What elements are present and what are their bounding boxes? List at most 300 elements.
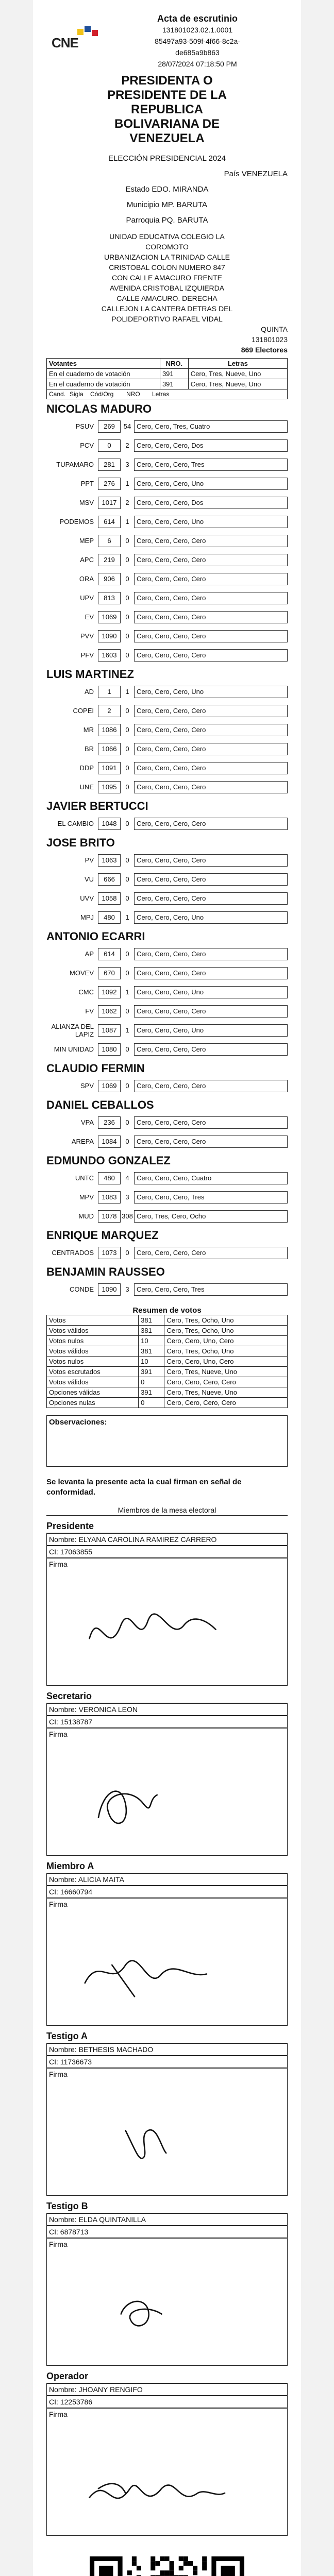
vote-count: 0: [125, 1082, 129, 1090]
vote-count: 0: [125, 556, 129, 564]
vote-count: 0: [125, 745, 129, 753]
member-role: Secretario: [46, 1691, 288, 1703]
vote-row: [46, 1132, 288, 1151]
party-code: 1090: [98, 630, 121, 642]
party-sigla: MEP: [79, 537, 94, 545]
party-sigla: BR: [84, 745, 94, 753]
party-code: 1603: [98, 649, 121, 662]
vote-count: 0: [125, 764, 129, 772]
address-line: CALLE AMACURO. DERECHA: [116, 294, 218, 302]
vote-row: [46, 1040, 288, 1059]
vote-row: [46, 1002, 288, 1021]
resumen-letras: Cero, Cero, Uno, Cero: [164, 1357, 288, 1367]
resumen-label: Opciones nulas: [47, 1398, 139, 1408]
member-role: Testigo B: [46, 2201, 288, 2213]
member-block: [46, 1521, 288, 1686]
vote-count: 0: [125, 651, 129, 659]
resumen-label: Votos nulos: [47, 1336, 139, 1346]
party-code: 1083: [98, 1191, 121, 1204]
resumen-nro: 10: [139, 1357, 164, 1367]
votantes-nro: 391: [160, 369, 188, 379]
vote-words: Cero, Cero, Cero, Uno: [134, 478, 288, 490]
vote-row: [46, 417, 288, 436]
firma-label: Firma: [49, 2070, 68, 2078]
party-code: 1078: [98, 1210, 121, 1223]
resumen-nro: 10: [139, 1336, 164, 1346]
vote-row: [46, 982, 288, 1002]
party-sigla: ORA: [79, 575, 94, 583]
member-nombre: Nombre: JHOANY RENGIFO: [46, 2383, 288, 2396]
vote-count: 3: [125, 461, 129, 468]
main-title-line: PRESIDENTE DE LA: [107, 88, 227, 102]
firma-label: Firma: [49, 1900, 68, 1908]
party-code: 1073: [98, 1247, 121, 1259]
vote-row: [46, 682, 288, 701]
party-sigla: AD: [84, 688, 94, 696]
party-sigla: AP: [85, 950, 94, 958]
party-code: 1090: [98, 1283, 121, 1296]
resumen-row: [47, 1367, 288, 1377]
acta-title: Acta de escrutinio: [157, 13, 238, 24]
vote-row: [46, 569, 288, 588]
votantes-nro: 391: [160, 379, 188, 389]
resumen-label: Votos nulos: [47, 1357, 139, 1367]
party-sigla: MR: [83, 726, 94, 734]
member-block: [46, 1861, 288, 2026]
vote-row: [46, 720, 288, 739]
vote-count: 0: [125, 894, 129, 902]
vote-row: [46, 739, 288, 758]
candidate-name: DANIEL CEBALLOS: [46, 1098, 154, 1111]
acta-timestamp: 28/07/2024 07:18:50 PM: [158, 60, 237, 68]
vote-row: [46, 758, 288, 777]
observaciones-title: Observaciones:: [49, 1418, 107, 1427]
vote-words: Cero, Cero, Cero, Cero: [134, 1005, 288, 1018]
party-code: 1080: [98, 1043, 121, 1056]
vote-words: Cero, Cero, Cero, Dos: [134, 439, 288, 452]
address-line: URBANIZACION LA TRINIDAD CALLE: [104, 253, 230, 261]
member-ci: CI: 16660794: [46, 1886, 288, 1898]
candidates-list: [46, 402, 288, 1299]
resumen-row: [47, 1357, 288, 1367]
party-sigla: VPA: [80, 1118, 94, 1126]
party-code: 614: [98, 516, 121, 528]
vote-row: [46, 870, 288, 889]
member-role: Miembro A: [46, 1861, 288, 1873]
vote-count: 1: [125, 518, 129, 526]
member-nombre: Nombre: VERONICA LEON: [46, 1703, 288, 1716]
party-code: 236: [98, 1116, 121, 1129]
members-list: [46, 1521, 288, 2536]
vote-words: Cero, Cero, Cero, Cero: [134, 762, 288, 774]
member-nombre: Nombre: ELDA QUINTANILLA: [46, 2213, 288, 2226]
votantes-table: [46, 358, 288, 389]
party-sigla: ALIANZA DEL LAPIZ: [51, 1022, 94, 1038]
member-ci: CI: 11736673: [46, 2056, 288, 2068]
resumen-row: [47, 1315, 288, 1326]
vote-words: Cero, Cero, Cero, Cero: [134, 743, 288, 755]
member-block: [46, 1691, 288, 1856]
party-code: 1095: [98, 781, 121, 793]
party-sigla: VU: [84, 875, 94, 883]
resumen-label: Votos: [47, 1315, 139, 1326]
address-line: POLIDEPORTIVO RAFAEL VIDAL: [111, 315, 223, 323]
resumen-label: Votos escrutados: [47, 1367, 139, 1377]
unidad-name: UNIDAD EDUCATIVA COLEGIO LA: [109, 232, 225, 241]
party-code: 906: [98, 573, 121, 585]
main-title-line: PRESIDENTA O: [121, 74, 213, 88]
candidate-name: EDMUNDO GONZALEZ: [46, 1154, 171, 1167]
vote-words: Cero, Cero, Cero, Cero: [134, 873, 288, 886]
vote-words: Cero, Cero, Cero, Uno: [134, 1024, 288, 1037]
acta-paper: [33, 0, 301, 2576]
member-ci: CI: 12253786: [46, 2396, 288, 2408]
qr-wrap: [46, 2556, 288, 2576]
party-code: 276: [98, 478, 121, 490]
vote-words: Cero, Cero, Cero, Cero: [134, 1043, 288, 1056]
vote-count: 0: [125, 856, 129, 864]
vote-row: [46, 963, 288, 982]
party-code: 1091: [98, 762, 121, 774]
vote-row: [46, 1113, 288, 1132]
resumen-nro: 391: [139, 1367, 164, 1377]
party-code: 6: [98, 535, 121, 547]
vote-words: Cero, Cero, Cero, Tres: [134, 1191, 288, 1204]
vote-words: Cero, Cero, Cero, Cero: [134, 1247, 288, 1259]
votantes-letras: Cero, Tres, Nueve, Uno: [188, 369, 287, 379]
vote-row: [46, 851, 288, 870]
party-code: 614: [98, 948, 121, 960]
vote-words: Cero, Cero, Cero, Cero: [134, 854, 288, 867]
signature-box: [46, 1728, 288, 1856]
party-sigla: CENTRADOS: [52, 1249, 94, 1257]
vote-count: 0: [125, 969, 129, 977]
resumen-row: [47, 1326, 288, 1336]
candidate-name: ENRIQUE MARQUEZ: [46, 1229, 159, 1242]
estado: Estado EDO. MIRANDA: [125, 185, 209, 194]
main-title-line: BOLIVARIANA DE: [114, 117, 220, 131]
vote-count: 4: [125, 1174, 129, 1182]
vote-count: 1: [125, 913, 129, 921]
vote-words: Cero, Cero, Cero, Cero: [134, 573, 288, 585]
firma-label: Firma: [49, 1560, 68, 1568]
vote-row: [46, 814, 288, 833]
party-code: 2: [98, 705, 121, 717]
party-sigla: FV: [85, 1007, 94, 1015]
vote-count: 0: [125, 575, 129, 583]
vote-row: [46, 944, 288, 963]
party-code: 1063: [98, 854, 121, 867]
parroquia: Parroquia PQ. BARUTA: [126, 216, 208, 225]
logo-square-yellow: [77, 29, 84, 35]
party-sigla: PCV: [80, 442, 94, 449]
resumen-nro: 381: [139, 1346, 164, 1357]
vote-count: 1: [125, 688, 129, 696]
vote-count: 308: [122, 1212, 133, 1220]
vote-words: Cero, Cero, Cero, Cero: [134, 535, 288, 547]
vote-count: 0: [125, 1045, 129, 1053]
party-sigla: MOVEV: [70, 969, 94, 977]
resumen-label: Opciones válidas: [47, 1387, 139, 1398]
handwritten-signature: [57, 1571, 284, 1679]
votantes-label: En el cuaderno de votación: [47, 379, 160, 389]
handwritten-signature: [57, 1911, 284, 2019]
signature-box: [46, 2238, 288, 2366]
vote-row: [46, 1021, 288, 1040]
vote-row: [46, 908, 288, 927]
resumen-letras: Cero, Cero, Cero, Cero: [164, 1398, 288, 1408]
location-block: [46, 151, 288, 228]
candidate-name: ANTONIO ECARRI: [46, 930, 145, 943]
election-name: ELECCIÓN PRESIDENCIAL 2024: [108, 154, 226, 163]
main-title: [46, 74, 288, 146]
vote-count: 3: [125, 1193, 129, 1201]
acta-hash-2: de685a9b863: [175, 48, 220, 57]
party-code: 1087: [98, 1024, 121, 1037]
party-sigla: UVV: [80, 894, 94, 902]
party-sigla: EL CAMBIO: [57, 820, 94, 827]
party-sigla: DDP: [79, 764, 94, 772]
vote-row: [46, 493, 288, 512]
party-code: 1069: [98, 611, 121, 623]
vote-words: Cero, Cero, Cero, Uno: [134, 986, 288, 998]
resumen-table: [46, 1315, 288, 1408]
vote-count: 0: [125, 1138, 129, 1145]
candidate-name: LUIS MARTINEZ: [46, 668, 134, 681]
resumen-label: Votos válidos: [47, 1326, 139, 1336]
member-role: Operador: [46, 2371, 288, 2383]
vote-row: [46, 1243, 288, 1262]
party-code: 1048: [98, 818, 121, 830]
handwritten-signature: [57, 1741, 284, 1849]
party-sigla: MUD: [78, 1212, 94, 1220]
party-sigla: EV: [85, 613, 94, 621]
party-code: 1017: [98, 497, 121, 509]
party-code: 1086: [98, 724, 121, 736]
vote-count: 2: [125, 442, 129, 449]
resumen-letras: Cero, Tres, Nueve, Uno: [164, 1367, 288, 1377]
party-sigla: MSV: [79, 499, 94, 506]
vote-row: [46, 436, 288, 455]
vote-words: Cero, Cero, Cero, Cero: [134, 1116, 288, 1129]
sub-letras: Letras: [152, 391, 170, 398]
signature-box: [46, 1558, 288, 1686]
resumen-nro: 381: [139, 1326, 164, 1336]
vote-words: Cero, Cero, Cero, Uno: [134, 516, 288, 528]
main-title-line: REPUBLICA: [130, 103, 203, 116]
vote-words: Cero, Cero, Cero, Cero: [134, 1136, 288, 1148]
vote-words: Cero, Cero, Cero, Cero: [134, 649, 288, 662]
party-sigla: CONDE: [70, 1285, 94, 1293]
party-code: 813: [98, 592, 121, 604]
candidate-name: BENJAMIN RAUSSEO: [46, 1265, 165, 1278]
sub-sigla: Sigla: [70, 391, 84, 398]
candidate-name: JOSE BRITO: [46, 836, 115, 849]
member-block: [46, 2371, 288, 2536]
vote-row: [46, 1076, 288, 1095]
resumen-row: [47, 1398, 288, 1408]
vote-words: Cero, Cero, Cero, Tres: [134, 459, 288, 471]
address-line: AVENIDA CRISTOBAL IZQUIERDA: [109, 284, 225, 292]
vote-row: [46, 701, 288, 720]
candidate-name: JAVIER BERTUCCI: [46, 800, 148, 812]
resumen-nro: 381: [139, 1315, 164, 1326]
municipio: Municipio MP. BARUTA: [126, 200, 208, 209]
member-block: [46, 2201, 288, 2366]
address-line: QUINTA: [261, 325, 288, 333]
vote-count: 1: [125, 988, 129, 996]
conformidad-text: Se levanta la presente acta la cual firman en señal de conformidad.: [46, 1478, 242, 1497]
resumen-letras: Cero, Tres, Ocho, Uno: [164, 1315, 288, 1326]
vote-count: 3: [125, 1285, 129, 1293]
resumen-label: Votos válidos: [47, 1377, 139, 1387]
vote-words: Cero, Cero, Tres, Cuatro: [134, 420, 288, 433]
party-code: 1: [98, 686, 121, 698]
handwritten-signature: [57, 2251, 284, 2359]
vote-count: 0: [125, 613, 129, 621]
vote-words: Cero, Cero, Cero, Tres: [134, 1283, 288, 1296]
party-sigla: UNE: [79, 783, 94, 791]
acta-hash-1: 85497a93-509f-4f66-8c2a-: [155, 37, 240, 45]
vote-row: [46, 474, 288, 493]
party-code: 281: [98, 459, 121, 471]
vote-row: [46, 531, 288, 550]
party-sigla: CMC: [78, 988, 94, 996]
party-sigla: PPT: [80, 480, 94, 487]
vote-count: 0: [125, 1249, 129, 1257]
member-ci: CI: 6878713: [46, 2226, 288, 2238]
party-sigla: UPV: [80, 594, 94, 602]
resumen-letras: Cero, Tres, Nueve, Uno: [164, 1387, 288, 1398]
observaciones-box: [46, 1415, 288, 1467]
vote-words: Cero, Cero, Cero, Cero: [134, 724, 288, 736]
vote-count: 0: [125, 632, 129, 640]
party-sigla: PV: [85, 856, 94, 864]
firma-label: Firma: [49, 2410, 68, 2418]
party-sigla: APC: [80, 556, 94, 564]
party-code: 1066: [98, 743, 121, 755]
member-role: Presidente: [46, 1521, 288, 1533]
vote-words: Cero, Cero, Cero, Uno: [134, 911, 288, 924]
party-code: 1069: [98, 1080, 121, 1092]
vote-words: Cero, Tres, Cero, Ocho: [134, 1210, 288, 1223]
signature-box: [46, 2408, 288, 2536]
logo-text: CNE: [52, 35, 78, 50]
vote-words: Cero, Cero, Cero, Cuatro: [134, 1172, 288, 1184]
candidate-name: CLAUDIO FERMIN: [46, 1062, 145, 1075]
vote-count: 2: [125, 499, 129, 506]
resumen-label: Votos válidos: [47, 1346, 139, 1357]
resumen-row: [47, 1377, 288, 1387]
electores: 869 Electores: [241, 346, 288, 354]
vote-row: [46, 1280, 288, 1299]
qr-code: [90, 2556, 244, 2576]
vote-words: Cero, Cero, Cero, Cero: [134, 705, 288, 717]
vote-words: Cero, Cero, Cero, Cero: [134, 781, 288, 793]
vote-words: Cero, Cero, Cero, Cero: [134, 611, 288, 623]
resumen-row: [47, 1336, 288, 1346]
sub-nro: NRO: [126, 391, 140, 398]
vote-count: 1: [125, 1026, 129, 1034]
unidad-name-2: COROMOTO: [145, 243, 189, 251]
pais: País VENEZUELA: [224, 170, 288, 178]
sub-cod: Cód/Org: [90, 391, 114, 398]
logo-square-red: [92, 30, 98, 36]
center-block: [46, 231, 288, 355]
handwritten-signature: [57, 2081, 284, 2189]
vote-words: Cero, Cero, Cero, Cero: [134, 948, 288, 960]
vote-row: [46, 512, 288, 531]
member-role: Testigo A: [46, 2031, 288, 2043]
vote-words: Cero, Cero, Cero, Cero: [134, 554, 288, 566]
resumen-row: [47, 1346, 288, 1357]
acta-header: [46, 13, 288, 70]
vote-row: [46, 550, 288, 569]
sub-cand: Cand.: [49, 391, 66, 398]
signature-box: [46, 1898, 288, 2026]
vote-count: 0: [125, 783, 129, 791]
vote-count: 0: [125, 1118, 129, 1126]
vote-words: Cero, Cero, Cero, Cero: [134, 892, 288, 905]
resumen-row: [47, 1387, 288, 1398]
vote-row: [46, 626, 288, 646]
vote-row: [46, 1188, 288, 1207]
votantes-header: Votantes: [47, 359, 160, 369]
miembros-title: Miembros de la mesa electoral: [46, 1506, 288, 1516]
member-nombre: Nombre: ALICIA MAITA: [46, 1873, 288, 1886]
vote-words: Cero, Cero, Cero, Uno: [134, 686, 288, 698]
vote-count: 0: [125, 594, 129, 602]
member-ci: CI: 15138787: [46, 1716, 288, 1728]
resumen-letras: Cero, Cero, Cero, Cero: [164, 1377, 288, 1387]
signature-box: [46, 2068, 288, 2196]
party-code: 1062: [98, 1005, 121, 1018]
vote-words: Cero, Cero, Cero, Cero: [134, 818, 288, 830]
vote-count: 1: [125, 480, 129, 487]
vote-words: Cero, Cero, Cero, Cero: [134, 630, 288, 642]
party-code: 269: [98, 420, 121, 433]
resumen-title: Resumen de votos: [132, 1306, 202, 1315]
address-line: CALLEJON LA CANTERA DETRAS DEL: [101, 304, 233, 313]
vote-row: [46, 607, 288, 626]
party-sigla: TUPAMARO: [56, 461, 94, 468]
party-code: 1092: [98, 986, 121, 998]
vote-count: 0: [125, 875, 129, 883]
party-sigla: AREPA: [71, 1138, 94, 1145]
member-nombre: Nombre: ELYANA CAROLINA RAMIREZ CARRERO: [46, 1533, 288, 1546]
vote-words: Cero, Cero, Cero, Cero: [134, 1080, 288, 1092]
member-ci: CI: 17063855: [46, 1546, 288, 1558]
party-sigla: PFV: [80, 651, 94, 659]
party-code: 0: [98, 439, 121, 452]
votos-subheader: [46, 389, 288, 399]
resumen-letras: Cero, Tres, Ocho, Uno: [164, 1326, 288, 1336]
party-sigla: PODEMOS: [59, 518, 94, 526]
resumen-letras: Cero, Cero, Uno, Cero: [164, 1336, 288, 1346]
main-title-line: VENEZUELA: [129, 131, 205, 145]
party-sigla: SPV: [80, 1082, 94, 1090]
party-sigla: UNTC: [75, 1174, 94, 1182]
party-sigla: MPJ: [80, 913, 94, 921]
votantes-letras: Cero, Tres, Nueve, Uno: [188, 379, 287, 389]
party-sigla: MIN UNIDAD: [54, 1045, 94, 1053]
resumen-letras: Cero, Tres, Ocho, Uno: [164, 1346, 288, 1357]
vote-words: Cero, Cero, Cero, Cero: [134, 592, 288, 604]
party-code: 480: [98, 911, 121, 924]
party-code: 480: [98, 1172, 121, 1184]
vote-row: [46, 455, 288, 474]
vote-count: 0: [125, 1007, 129, 1015]
